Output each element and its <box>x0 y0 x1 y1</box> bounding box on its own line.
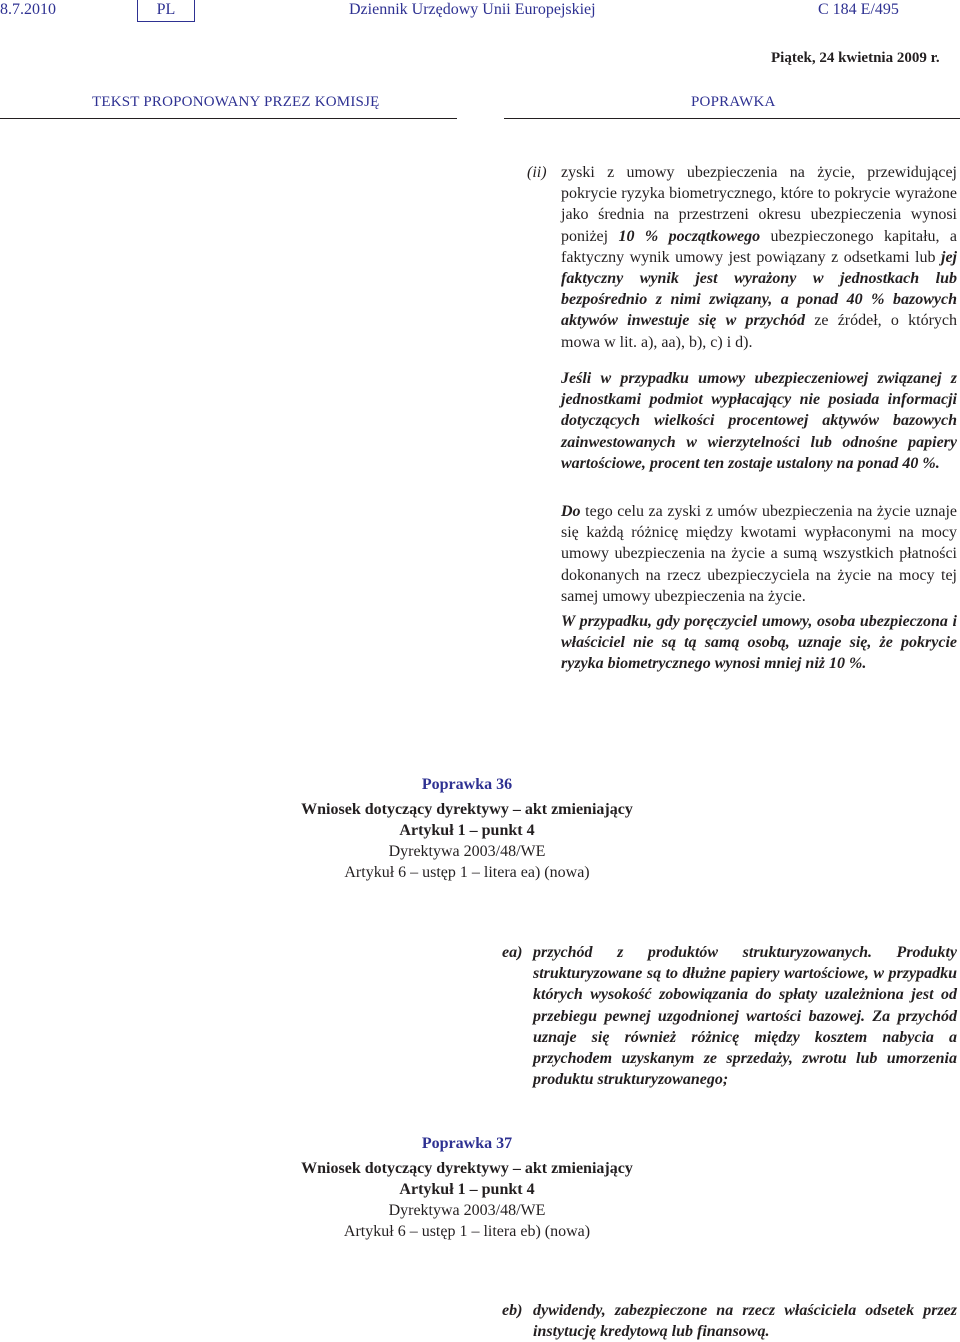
journal-title: Dziennik Urzędowy Unii Europejskiej <box>349 1 596 18</box>
amendment-36-paragraph-ref: Artykuł 6 – ustęp 1 – litera ea) (nowa) <box>344 864 590 881</box>
amendment-36-title: Poprawka 36 <box>421 776 513 793</box>
column-title-commission: TEKST PROPONOWANY PRZEZ KOMISJĘ <box>92 94 380 110</box>
column-title-amendment: POPRAWKA <box>691 94 776 110</box>
paragraph-eb: dywidendy, zabezpieczone na rzecz właściciela odsetek przez instytucję kredytową lub finansową. <box>533 1302 957 1341</box>
language-code-box: PL <box>137 0 195 22</box>
item-label-eb: eb) <box>502 1302 523 1319</box>
amendment-37-proposal: Wniosek dotyczący dyrektywy – akt zmieniający <box>301 1160 633 1177</box>
paragraph-unit-linked: Jeśli w przypadku umowy ubezpieczeniowej związanej z jednostkami podmiot wypłacający nie posiada informacji dotyczących wielkości procentowej aktywów bazowych zainwestowanych w wierzytelności lub odnośne papiery wartościowe, procent ten zostaje ustalony na ponad 40 %. <box>561 370 957 472</box>
paragraph-profits: Do tego celu za zyski z umów ubezpieczenia na życie uznaje się każdą różnicę między kwotami wypłaconymi na mocy umowy ubezpieczenia na życie a sumą wszystkich płatności dokonanych na rzecz ubezpieczyciela na życie na mocy tej samej umowy ubezpieczenia na życie. <box>561 503 957 605</box>
paragraph-guarantor: W przypadku, gdy poręczyciel umowy, osoba ubezpieczona i właściciel nie są tą samą osobą, uznaje się, że pokrycie ryzyka biometrycznego wynosi mniej niż 10 %. <box>561 613 957 673</box>
right-column-rule <box>504 118 960 119</box>
left-column-rule <box>0 118 457 119</box>
amendment-36-directive: Dyrektywa 2003/48/WE <box>388 843 546 860</box>
amendment-37-title: Poprawka 37 <box>421 1135 513 1152</box>
amendment-36-article: Artykuł 1 – punkt 4 <box>399 822 535 839</box>
amendment-37-paragraph-ref: Artykuł 6 – ustęp 1 – litera eb) (nowa) <box>343 1223 591 1240</box>
publication-date: 8.7.2010 <box>0 1 56 18</box>
paragraph-ii: zyski z umowy ubezpieczenia na życie, przewidującej pokrycie ryzyka biometrycznego, które to pokrycie wyrażone jako średnia na przestrzeni okresu ubezpieczenia wynosi poniżej 10 % początkowego ubezpieczonego kapitału, a faktyczny wynik umowy jest powiązany z odsetkami lub jej faktyczny wynik jest wyrażony w jednostkach lub bezpośrednio z nimi związany, a ponad 40 % bazowych aktywów inwestuje się w przychód ze źródeł, o których mowa w lit. a), aa), b), c) i d). <box>561 164 958 351</box>
item-label-ea: ea) <box>502 944 523 961</box>
paragraph-ea: przychód z produktów strukturyzowanych. Produkty strukturyzowane są to dłużne papiery wartościowe, w przypadku których wysokość zobowiązania do spłaty uzależniona jest od przebiegu pewnej uzgodnionej wartości bazowej. Za przychód uznaje się również różnicę między kosztem nabycia a przychodem uzyskanym ze sprzedaży, zwrotu lub umorzenia produktu strukturyzowanego; <box>533 944 957 1089</box>
session-date: Piątek, 24 kwietnia 2009 r. <box>771 50 940 66</box>
amendment-37-directive: Dyrektywa 2003/48/WE <box>388 1202 546 1219</box>
amendment-37-article: Artykuł 1 – punkt 4 <box>399 1181 535 1198</box>
page-reference: C 184 E/495 <box>818 1 899 18</box>
amendment-36-proposal: Wniosek dotyczący dyrektywy – akt zmieniający <box>301 801 633 818</box>
item-label-ii: (ii) <box>527 164 547 181</box>
